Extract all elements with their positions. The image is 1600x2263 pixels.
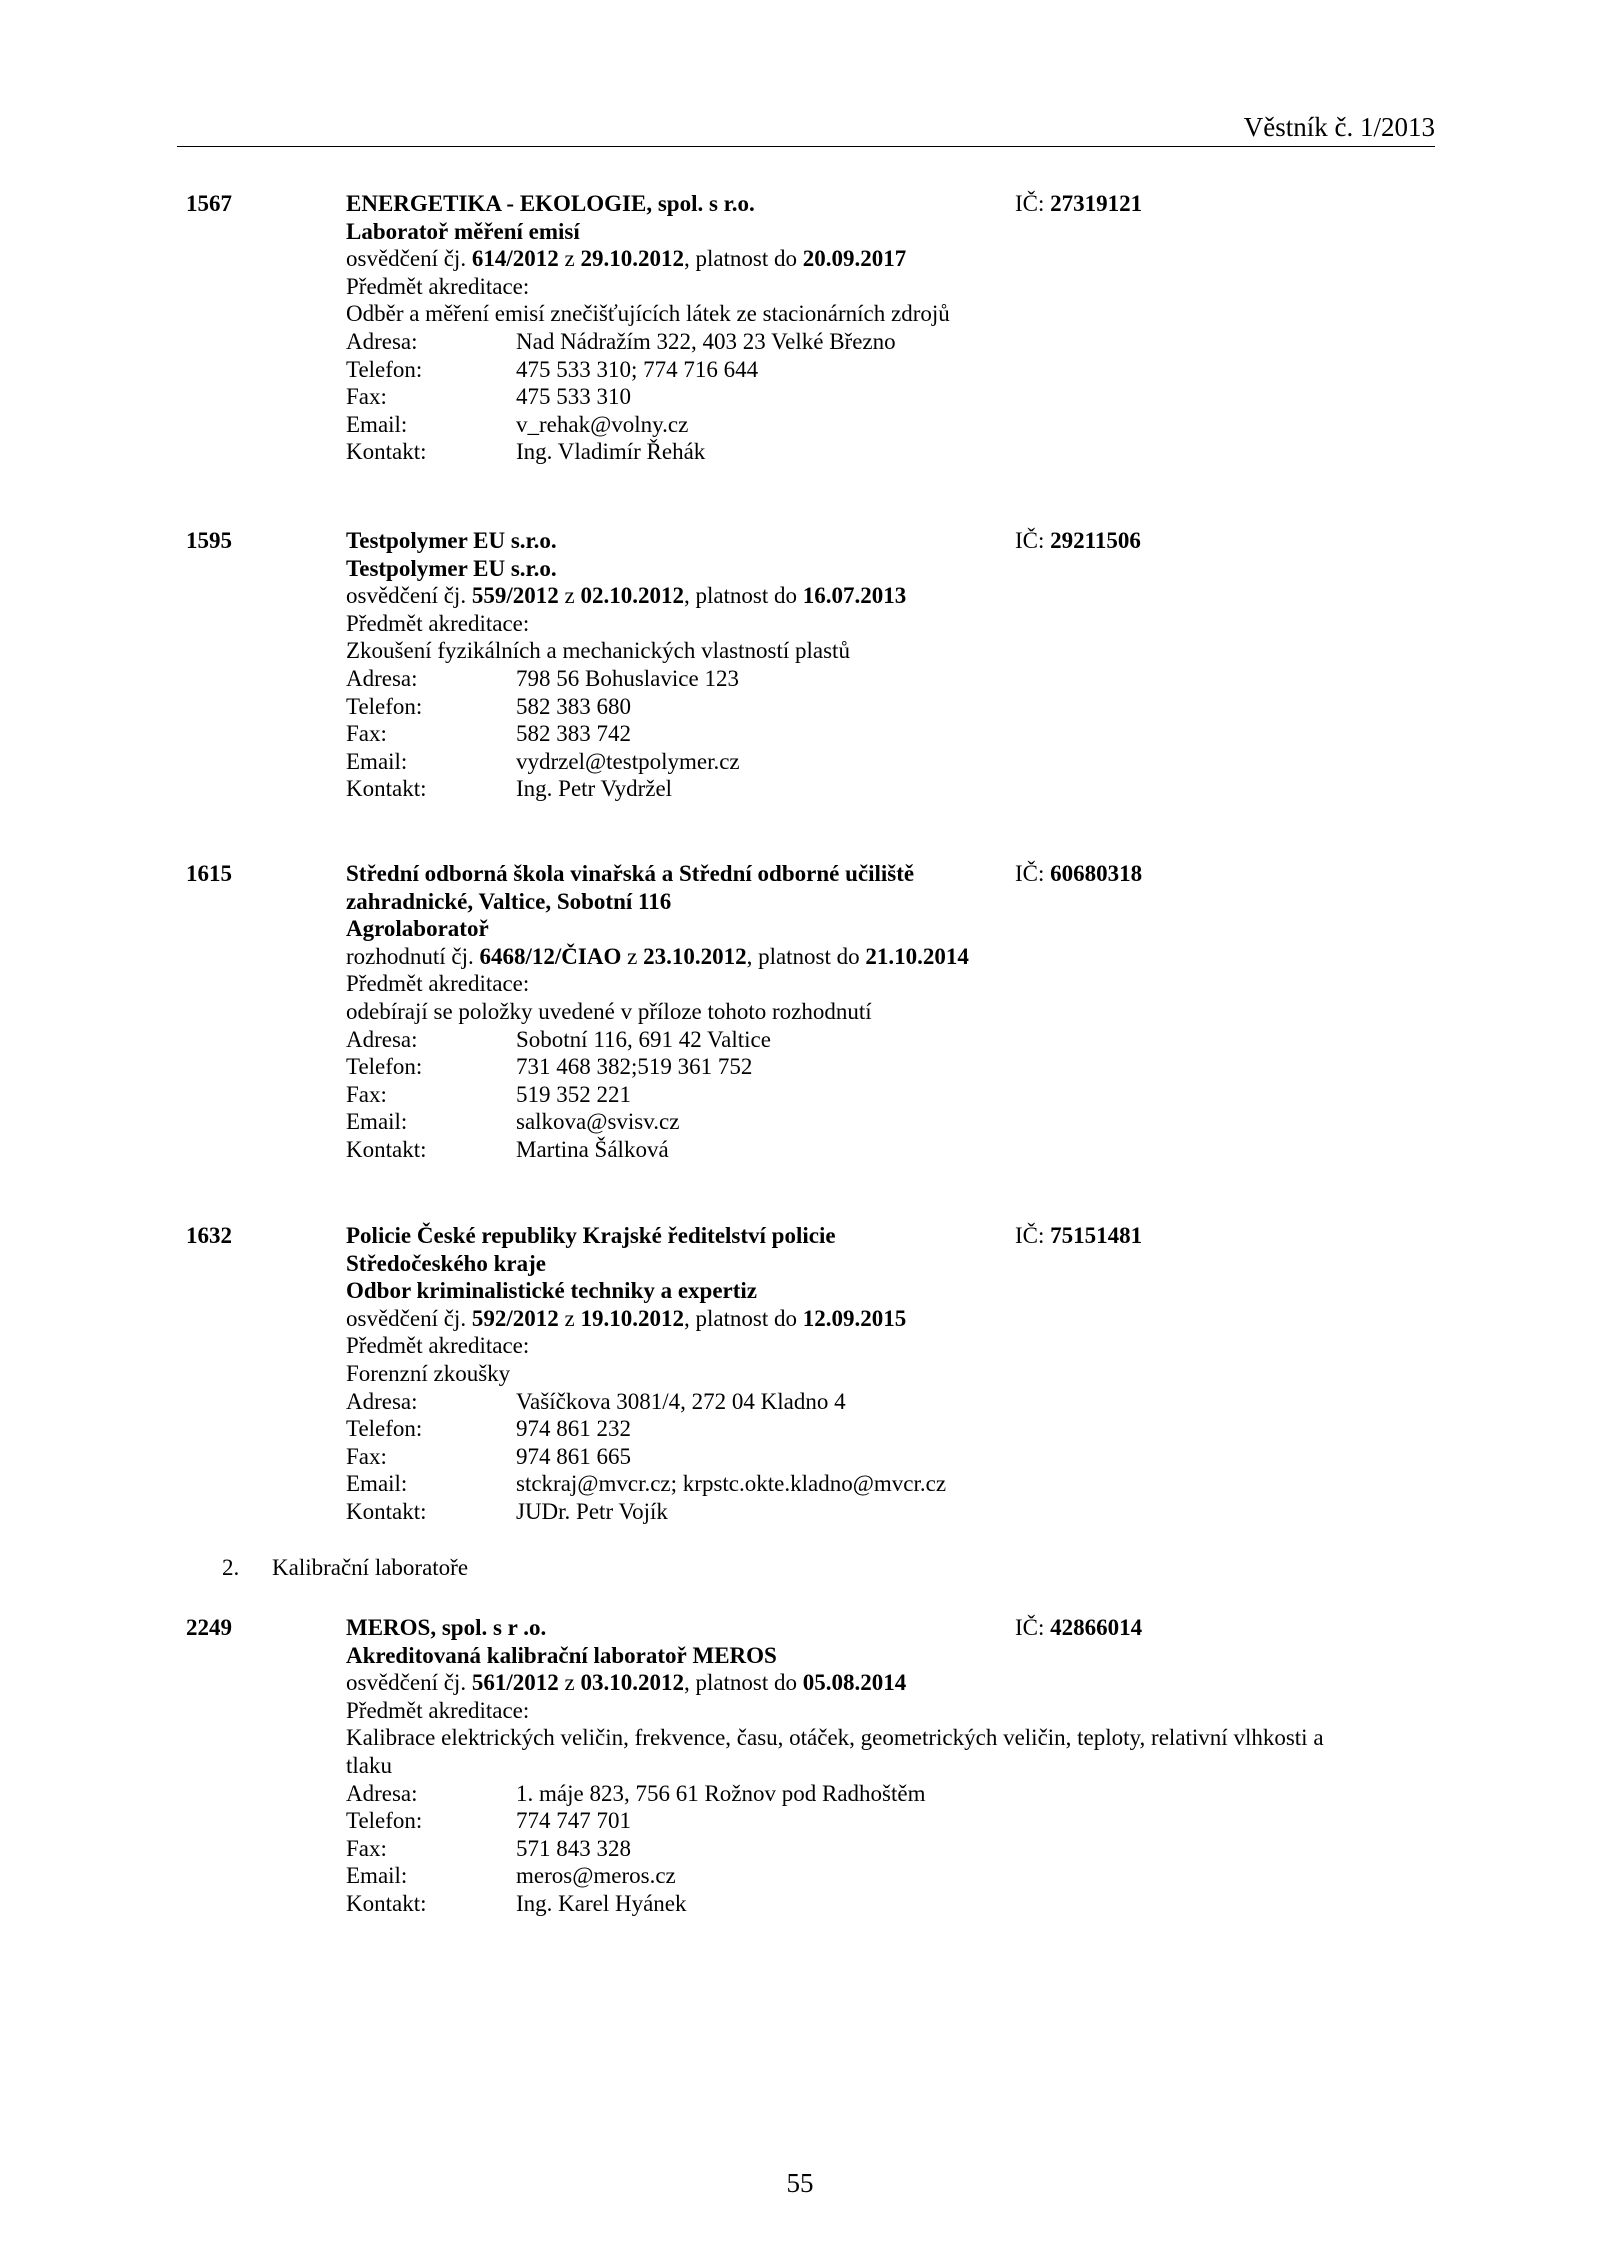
- email-label: Email:: [346, 411, 408, 437]
- address-label: Adresa:: [346, 1388, 418, 1414]
- entry-name-line: Akreditovaná kalibrační laboratoř MEROS: [346, 1642, 777, 1668]
- entry-name-line: Testpolymer EU s.r.o.: [346, 555, 557, 581]
- email-row: [346, 748, 1366, 776]
- contact-row: [346, 1498, 1366, 1526]
- header-title: Věstník č. 1/2013: [1243, 112, 1435, 142]
- date-connector: z: [564, 1670, 575, 1696]
- fax-label: Fax:: [346, 721, 387, 747]
- cert-number: 592/2012: [471, 1305, 559, 1331]
- certificate-line: [346, 1669, 1366, 1697]
- phone-value: 974 861 232: [516, 1416, 631, 1442]
- contact-value: Ing. Karel Hyánek: [516, 1890, 687, 1916]
- cert-date: 29.10.2012: [580, 246, 684, 272]
- cert-number: 614/2012: [471, 246, 559, 272]
- email-row: [346, 1470, 1366, 1498]
- valid-until: 16.07.2013: [802, 583, 907, 609]
- address-row: [346, 328, 1366, 356]
- ico-label: IČ:: [1015, 1615, 1045, 1640]
- fax-label: Fax:: [346, 384, 387, 410]
- fax-row: [346, 383, 1366, 411]
- validity-prefix: , platnost do: [683, 583, 798, 609]
- phone-row: [346, 1415, 1366, 1443]
- cert-number: 6468/12/ČIAO: [479, 943, 622, 969]
- address-value: 798 56 Bohuslavice 123: [516, 665, 739, 691]
- email-label: Email:: [346, 748, 408, 774]
- email-label: Email:: [346, 1109, 408, 1135]
- subject-label: Předmět akreditace:: [346, 273, 530, 299]
- fax-label: Fax:: [346, 1081, 387, 1107]
- phone-row: [346, 356, 1366, 384]
- address-row: [346, 1388, 1366, 1416]
- subject-text: Zkoušení fyzikálních a mechanických vlastností plastů: [346, 638, 850, 664]
- cert-date: 02.10.2012: [580, 583, 684, 609]
- date-connector: z: [564, 246, 575, 272]
- phone-value: 582 383 680: [516, 693, 631, 719]
- cert-date: 03.10.2012: [580, 1670, 684, 1696]
- email-row: [346, 1862, 1366, 1890]
- email-label: Email:: [346, 1471, 408, 1497]
- phone-label: Telefon:: [346, 1808, 423, 1834]
- fax-label: Fax:: [346, 1443, 387, 1469]
- ico-value: 29211506: [1050, 528, 1141, 553]
- section-number: 2.: [222, 1555, 240, 1580]
- contact-value: JUDr. Petr Vojík: [516, 1498, 668, 1524]
- address-value: Vašíčkova 3081/4, 272 04 Kladno 4: [516, 1388, 846, 1414]
- fax-row: [346, 720, 1366, 748]
- entry-name-line: Agrolaboratoř: [346, 916, 489, 942]
- entry-number: 1567: [186, 191, 232, 216]
- entry-body: [346, 527, 1366, 803]
- subject-text: Kalibrace elektrických veličin, frekvence, času, otáček, geometrických veličin, teploty, relativní vlhkosti a tlaku: [346, 1725, 1324, 1778]
- entry-name-line: Policie České republiky Krajské ředitelství policie: [346, 1223, 836, 1248]
- phone-value: 774 747 701: [516, 1808, 631, 1834]
- entry-name-line: Laboratoř měření emisí: [346, 218, 580, 244]
- phone-label: Telefon:: [346, 1054, 423, 1080]
- email-value: meros@meros.cz: [516, 1863, 676, 1889]
- phone-label: Telefon:: [346, 356, 423, 382]
- contact-label: Kontakt:: [346, 439, 427, 465]
- entry-number: 1632: [186, 1223, 232, 1248]
- ico-value: 27319121: [1050, 191, 1143, 216]
- validity-prefix: , platnost do: [683, 1305, 798, 1331]
- address-row: [346, 665, 1366, 693]
- entry-name-line: zahradnické, Valtice, Sobotní 116: [346, 888, 672, 914]
- subject-label: Předmět akreditace:: [346, 971, 530, 997]
- date-connector: z: [564, 583, 575, 609]
- address-label: Adresa:: [346, 1780, 418, 1806]
- section-heading: [222, 1555, 468, 1581]
- valid-until: 20.09.2017: [802, 246, 907, 272]
- contact-row: [346, 438, 1366, 466]
- entry-number: 1615: [186, 861, 232, 886]
- phone-row: [346, 693, 1366, 721]
- phone-value: 731 468 382;519 361 752: [516, 1054, 753, 1080]
- cert-prefix: osvědčení čj.: [346, 246, 467, 272]
- fax-value: 974 861 665: [516, 1443, 631, 1469]
- cert-prefix: osvědčení čj.: [346, 1670, 467, 1696]
- email-label: Email:: [346, 1863, 408, 1889]
- ico-label: IČ:: [1015, 528, 1045, 553]
- fax-row: [346, 1443, 1366, 1471]
- phone-row: [346, 1053, 1366, 1081]
- phone-label: Telefon:: [346, 1416, 423, 1442]
- fax-value: 582 383 742: [516, 721, 631, 747]
- cert-number: 559/2012: [471, 583, 559, 609]
- address-row: [346, 1026, 1366, 1054]
- address-label: Adresa:: [346, 328, 418, 354]
- date-connector: z: [627, 943, 638, 969]
- fax-value: 475 533 310: [516, 384, 631, 410]
- contact-row: [346, 775, 1366, 803]
- section-title: Kalibrační laboratoře: [272, 1555, 469, 1580]
- validity-prefix: , platnost do: [683, 246, 798, 272]
- contact-label: Kontakt:: [346, 1136, 427, 1162]
- valid-until: 05.08.2014: [802, 1670, 907, 1696]
- ico-value: 75151481: [1050, 1223, 1143, 1248]
- cert-date: 19.10.2012: [580, 1305, 684, 1331]
- phone-value: 475 533 310; 774 716 644: [516, 356, 759, 382]
- cert-number: 561/2012: [471, 1670, 559, 1696]
- contact-value: Ing. Vladimír Řehák: [516, 439, 706, 465]
- ico-value: 42866014: [1050, 1615, 1143, 1640]
- contact-row: [346, 1136, 1366, 1164]
- page-number: 55: [786, 2168, 814, 2198]
- ico-value: 60680318: [1050, 861, 1143, 886]
- validity-prefix: , platnost do: [683, 1670, 798, 1696]
- entry-name-line: MEROS, spol. s r .o.: [346, 1615, 547, 1640]
- subject-text: Odběr a měření emisí znečišťujících látek ze stacionárních zdrojů: [346, 301, 950, 327]
- ico-label: IČ:: [1015, 861, 1045, 886]
- email-row: [346, 1108, 1366, 1136]
- email-value: vydrzel@testpolymer.cz: [516, 748, 740, 774]
- phone-label: Telefon:: [346, 693, 423, 719]
- address-value: Nad Nádražím 322, 403 23 Velké Březno: [516, 328, 896, 354]
- cert-prefix: osvědčení čj.: [346, 583, 467, 609]
- address-label: Adresa:: [346, 665, 418, 691]
- contact-label: Kontakt:: [346, 1890, 427, 1916]
- email-value: stckraj@mvcr.cz; krpstc.okte.kladno@mvcr.cz: [516, 1471, 947, 1497]
- date-connector: z: [564, 1305, 575, 1331]
- email-value: salkova@svisv.cz: [516, 1109, 680, 1135]
- contact-label: Kontakt:: [346, 776, 427, 802]
- contact-value: Ing. Petr Vydržel: [516, 776, 673, 802]
- certificate-line: [346, 1305, 1366, 1333]
- subject-label: Předmět akreditace:: [346, 1333, 530, 1359]
- subject-label: Předmět akreditace:: [346, 610, 530, 636]
- page-header: [177, 106, 1435, 147]
- contact-value: Martina Šálková: [516, 1136, 669, 1162]
- entry-number: 1595: [186, 528, 232, 553]
- entry-number: 2249: [186, 1615, 232, 1640]
- contact-row: [346, 1890, 1366, 1918]
- entry-name-line: Testpolymer EU s.r.o.: [346, 528, 557, 553]
- email-row: [346, 411, 1366, 439]
- ico-label: IČ:: [1015, 1223, 1045, 1248]
- entry-body: [346, 1614, 1366, 1918]
- address-value: Sobotní 116, 691 42 Valtice: [516, 1026, 771, 1052]
- entry-name-line: Odbor kriminalistické techniky a expertiz: [346, 1278, 758, 1304]
- fax-value: 571 843 328: [516, 1835, 631, 1861]
- ico-label: IČ:: [1015, 191, 1045, 216]
- address-label: Adresa:: [346, 1026, 418, 1052]
- subject-text: odebírají se položky uvedené v příloze tohoto rozhodnutí: [346, 998, 872, 1024]
- fax-row: [346, 1081, 1366, 1109]
- certificate-line: [346, 582, 1366, 610]
- phone-row: [346, 1807, 1366, 1835]
- subject-label: Předmět akreditace:: [346, 1697, 530, 1723]
- fax-label: Fax:: [346, 1835, 387, 1861]
- entry-name-line: Středočeského kraje: [346, 1250, 546, 1276]
- decision-line: [346, 943, 1366, 971]
- valid-until: 21.10.2014: [865, 943, 969, 969]
- address-row: [346, 1780, 1366, 1808]
- entry-name-line: ENERGETIKA - EKOLOGIE, spol. s r.o.: [346, 191, 755, 216]
- entry-body: [346, 860, 1366, 1164]
- entry-body: [346, 190, 1366, 466]
- contact-label: Kontakt:: [346, 1498, 427, 1524]
- fax-row: [346, 1835, 1366, 1863]
- subject-text: Forenzní zkoušky: [346, 1360, 511, 1386]
- fax-value: 519 352 221: [516, 1081, 631, 1107]
- certificate-line: [346, 245, 1366, 273]
- entry-name-line: Střední odborná škola vinařská a Střední odborné učiliště: [346, 861, 915, 886]
- entry-body: [346, 1222, 1366, 1526]
- cert-prefix: osvědčení čj.: [346, 1305, 467, 1331]
- valid-until: 12.09.2015: [802, 1305, 907, 1331]
- validity-prefix: , platnost do: [746, 943, 860, 969]
- decision-prefix: rozhodnutí čj.: [346, 943, 474, 969]
- address-value: 1. máje 823, 756 61 Rožnov pod Radhoštěm: [516, 1780, 926, 1806]
- cert-date: 23.10.2012: [643, 943, 747, 969]
- email-value: v_rehak@volny.cz: [516, 411, 689, 437]
